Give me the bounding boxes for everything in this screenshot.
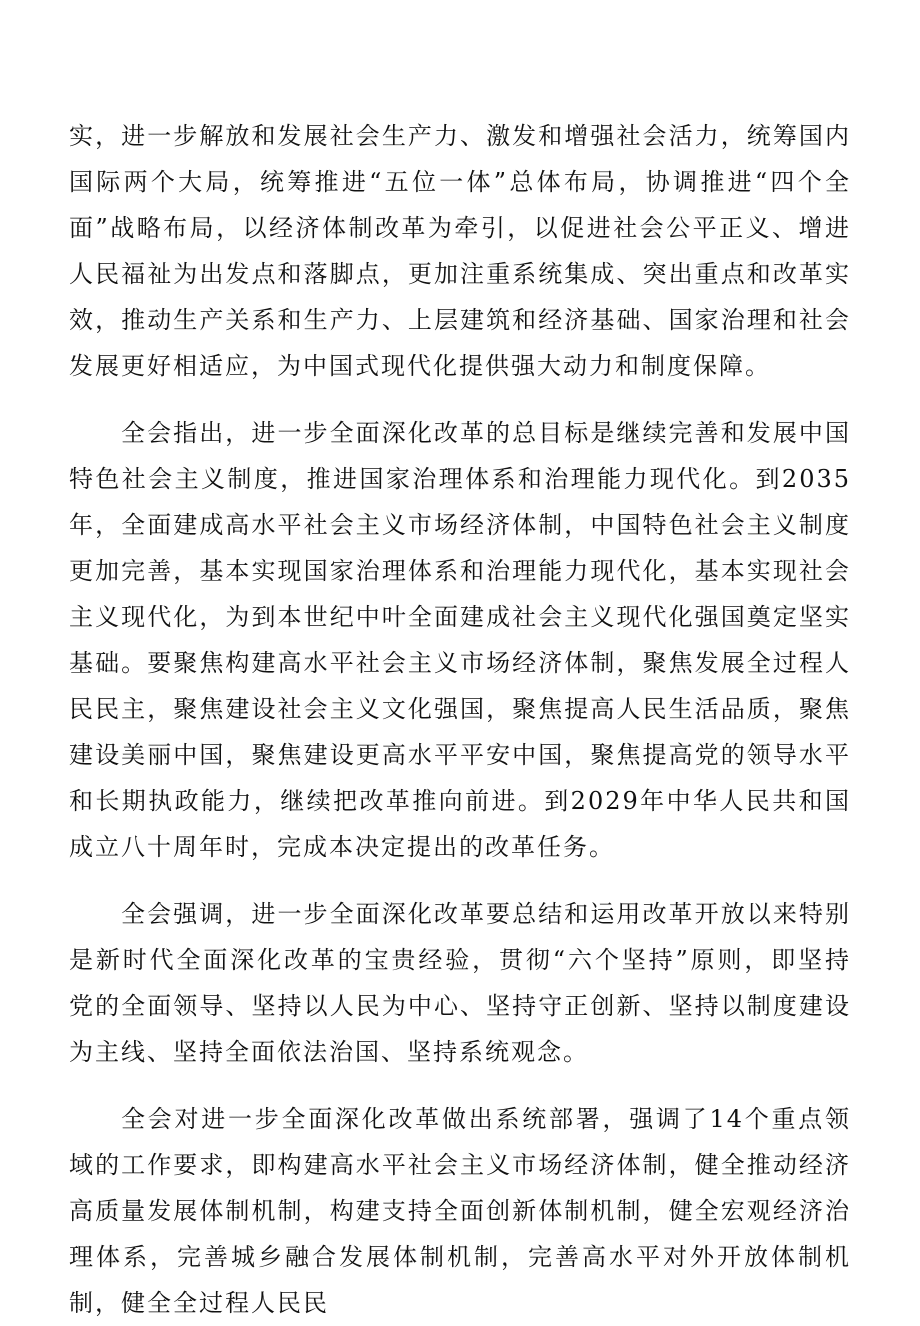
paragraph-plenum-goal: 全会指出，进一步全面深化改革的总目标是继续完善和发展中国特色社会主义制度，推进国家治理体系和治理能力现代化。到2035年，全面建成高水平社会主义市场经济体制，中国特色社会主义制度更加完善，基本实现国家治理体系和治理能力现代化，基本实现社会主义现代化，为到本世纪中叶全面建成社会主义现代化强国奠定坚实基础。要聚焦构建高水平社会主义市场经济体制，聚焦发展全过程人民民主，聚焦建设社会主义文化强国，聚焦提高人民生活品质，聚焦建设美丽中国，聚焦建设更高水平平安中国，聚焦提高党的领导水平和长期执政能力，继续把改革推向前进。到2029年中华人民共和国成立八十周年时，完成本决定提出的改革任务。 [69, 419, 851, 861]
paragraph-continuation: 实，进一步解放和发展社会生产力、激发和增强社会活力，统筹国内国际两个大局，统筹推进“五位一体”总体布局，协调推进“四个全面”战略布局，以经济体制改革为牵引，以促进社会公平正义、增进人民福祉为出发点和落脚点，更加注重系统集成、突出重点和改革实效，推动生产关系和生产力、上层建筑和经济基础、国家治理和社会发展更好相适应，为中国式现代化提供强大动力和制度保障。 [69, 122, 851, 380]
paragraph-key-areas: 全会对进一步全面深化改革做出系统部署，强调了14个重点领域的工作要求，即构建高水平社会主义市场经济体制，健全推动经济高质量发展体制机制，构建支持全面创新体制机制，健全宏观经济治理体系，完善城乡融合发展体制机制，完善高水平对外开放体制机制，健全全过程人民民 [69, 1105, 851, 1317]
paragraph-six-principles: 全会强调，进一步全面深化改革要总结和运用改革开放以来特别是新时代全面深化改革的宝贵经验，贯彻“六个坚持”原则，即坚持党的全面领导、坚持以人民为中心、坚持守正创新、坚持以制度建设为主线、坚持全面依法治国、坚持系统观念。 [69, 900, 851, 1066]
document-body [69, 113, 851, 1326]
